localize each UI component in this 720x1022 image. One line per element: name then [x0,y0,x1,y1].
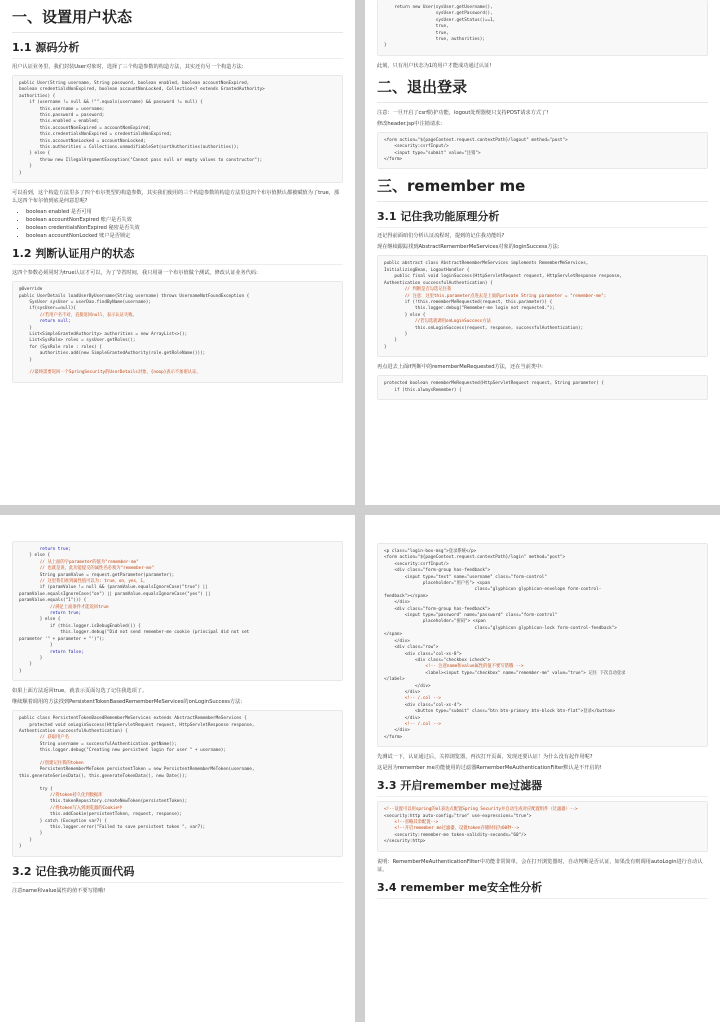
code-line: </div> [384,728,410,734]
code-block [377,255,708,357]
code-line: this.password = password; [19,113,105,119]
code-line: class="glyphicon glyphicon-envelope form-control- [384,587,602,593]
code-line: <div class="form-group has-feedback"> [384,568,491,574]
code-line: } [384,331,408,337]
code-line: </div> [384,715,421,721]
paragraph: 这是因为remember me功能使用的过滤器RememberMeAuthenticationFilter默认是不开启的! [377,765,602,772]
code-line: this.username = username; [19,106,105,112]
code-line: </div> [384,683,431,689]
code-line: } [19,170,22,176]
section-heading: 三、remember me [377,175,708,202]
subsection-heading: 1.1 源码分析 [12,39,343,59]
code-line: //若勾选就调用onLoginSuccess方法 [384,319,491,325]
code-block [377,543,708,747]
code-line: <!--开启remember me过滤器，设置token存储时间为60秒--> [384,826,520,832]
code-line: List<SysRole> roles = sysUser.getRoles(); [19,338,136,344]
code-line: <!-- /.col --> [384,721,441,727]
subsection-heading: 3.2 记住我功能页面代码 [12,863,343,883]
code-line: String paramValue = request.getParameter(parameter); [19,572,175,578]
code-line: <!--设置可以用spring的el表达式配置Spring Security并自动生成对应配置组件（过滤器）--> [384,807,578,813]
code-line: // 注意：这里this.parameter点进去是上面的private String parameter = "remember-me"; [384,293,607,299]
code-line: <label><input type="checkbox" name="remember-me" value="true"> 记住 下次自动登录 [384,670,626,676]
code-line: </form> [384,734,403,740]
code-line: try { [19,786,53,792]
subsection-heading: 3.1 记住我功能原理分析 [377,208,708,228]
subsection-heading: 3.3 开启remember me过滤器 [377,777,708,797]
code-line: boolean credentialsNonExpired, boolean accountNonLocked, Collection<? extends GrantedAuthority> [19,87,265,93]
code-block [12,281,343,383]
code-line: feedback"></span> [384,593,428,599]
document-page-4 [365,515,720,1022]
code-line: List<SimpleGrantedAuthority> authorities = new ArrayList<>(); [19,331,188,337]
paragraph: 注意：一旦开启了csrf防护功能，logout处理器便只支持POST请求方式了! [377,109,549,116]
code-line: // 判断是否勾选记住我 [384,287,452,293]
code-line: if (!this.rememberMeRequested(request, this.parameter)) { [384,299,553,305]
code-line: <button type="submit" class="btn btn-primary btn-block btn-flat">登录</button> [384,709,616,715]
code-line: <div class="form-group has-feedback"> [384,606,491,612]
code-line: } [19,164,32,170]
code-line: protected boolean rememberMeRequested(HttpServletRequest request, String parameter) { [384,381,604,387]
code-line: this.accountNonExpired = accountNonExpired; [19,125,151,131]
code-line: } else { [19,617,61,623]
code-line: this.tokenRepository.createNewToken(persistentToken); [19,799,188,805]
code-line: } [19,668,22,674]
code-line: this.accountNonLocked = accountNonLocked; [19,138,146,144]
paragraph: 用户认证业务里，我们封装User对象时，选择了三个构造参数的构造方法，其实还有另一个构造方法: [12,64,244,70]
code-line: paramValue.equalsIgnoreCase("on") || paramValue.equalsIgnoreCase("yes") || [19,591,211,597]
code-line: this.logger.debug("Creating new persistent login for user " + username); [19,748,226,754]
paragraph: 先测试一下，认证通过后，关掉浏览器，再次打开页面，发现还要认证！为什么没有起作用呢? [377,754,593,761]
subsection-heading: 3.4 remember me安全性分析 [377,879,708,899]
code-line: } else { [19,151,51,157]
code-line: this.authorities = Collections.unmodifiableSet(sortAuthorities(authorities)); [19,145,239,151]
code-line: } [384,43,387,49]
code-line: //最终需要返回一个SpringSecurity的UserDetails对象，{noop}表示不加密认证。 [19,370,201,376]
code-line: <div class="col-xs-4"> [384,702,462,708]
paragraph: 再点进去上面if判断中的rememberMeRequested方法，还在当前类中: [377,364,543,371]
code-line: public final void loginSuccess(HttpServletRequest request, HttpServletResponse response, [384,274,623,280]
paragraph: 可以看到，这个构造方法里多了四个布尔类型的构造参数，其实我们使用的三个构造参数的构造方法里这四个布尔值默认都被赋值为了true，那么这四个布尔值到底是何意思呢? [12,190,340,205]
code-block [377,801,708,851]
code-line: //创建记住我的token [19,760,84,766]
code-line: } [19,837,32,843]
code-block [377,375,708,400]
code-line: if (paramValue != null && (paramValue.equalsIgnoreCase("true") || [19,585,208,591]
code-line: placeholder="密码"> <span [384,619,486,625]
code-line: protected void onLoginSuccess(HttpServletRequest request, HttpServletResponse response, [19,722,255,728]
paragraph: 这四个参数必须同时为true认证才可以，为了节省时间，我只用第一个布尔值做个测试，修改认证业务代码: [12,270,258,277]
code-line: public abstract class AbstractRememberMeServices implements RememberMeServices, [384,261,589,267]
code-block [377,132,708,170]
code-line: <input type="password" name="password" class="form-control" [384,613,558,619]
code-line: return false; [19,649,84,655]
code-block [12,541,343,681]
list-item: • boolean credentialsNonExpired 秘密是否失效 [26,224,343,232]
section-heading: 一、设置用户状态 [12,6,343,33]
code-block [12,75,343,183]
code-line: PersistentRememberMeToken persistentToken = new PersistentRememberMeToken(username, [19,767,255,773]
code-line: this.addCookie(persistentToken, request, response); [19,812,182,818]
code-line: } [19,662,32,668]
code-line: sysUser.getStatus()==1, [384,17,496,23]
code-line: </label> [384,677,405,683]
paragraph: 如果上面方法返回true，就表示页面勾选了记住我选项了。 [12,688,148,695]
document-page-2 [365,0,720,505]
code-line: <!-- /.col --> [384,696,441,702]
list-item: • boolean accountNonLocked 账户是否锁定 [26,232,343,240]
code-line: } [19,325,32,331]
code-line: Authentication successfulAuthentication) { [19,728,128,734]
code-line: class="glyphicon glyphicon-lock form-control-feedback"> [384,625,617,631]
code-line: <form action="${pageContext.request.contextPath}/login" method="post"> [384,555,566,561]
code-line: //满足上面条件才能返回true [19,604,109,610]
code-line: } [19,643,53,649]
code-line: <security:http auto-config="true" use-expressions="true"> [384,813,532,819]
code-block [12,710,343,857]
code-line: } catch (Exception var7) { [19,818,107,824]
code-line: if (username != null && !"".equals(username) && password != null) { [19,100,203,106]
subsection-heading: 1.2 判断认证用户的状态 [12,245,343,265]
code-line: true, [384,30,449,36]
code-line: // 从上面的字parameter的值为"remember-me" [19,559,139,565]
code-line: placeholder="用户名"> <span [384,581,491,587]
code-line: return new User(sysUser.getUsername(), [384,5,493,10]
code-line: //将token写入到浏览器的Cookie中 [19,805,123,811]
code-line: // 这里我们看到属性值可以为: true，on，yes，1。 [19,579,148,585]
code-line: } [19,831,43,837]
code-line: this.enabled = enabled; [19,119,100,125]
code-line: this.generateSeriesData(), this.generateTokenData(), new Date()); [19,773,188,779]
code-line: } else { [384,312,426,318]
code-line: <input type="text" name="username" class="form-control" [384,574,547,580]
code-line: if(sysUser==null){ [19,306,76,312]
code-line: </security:http> [384,839,426,845]
code-line: //将token持久化到数据库 [19,792,103,798]
code-line: <div class="col-xs-8"> [384,651,462,657]
code-line: parameter '" + parameter + "')"); [19,636,105,642]
code-line: paramValue.equals("1"))) { [19,598,87,604]
code-line: <!--省略其余配置--> [384,820,439,825]
code-line: } [384,344,387,350]
paragraph: 现在继续跟踪找到AbstractRememberMeServices对象的loginSuccess方法: [377,244,560,251]
code-line: this.credentialsNonExpired = credentialsNonExpired; [19,132,172,138]
code-line: true, authorities); [384,37,485,43]
code-line: String username = successfulAuthentication.getName(); [19,741,177,747]
paragraph: 说明：RememberMeAuthenticationFilter中功能非常简单，会在打开浏览器时，自动判断是否认证，如果没有则调用autoLogin进行自动认证。 [377,858,703,873]
code-line: sysUser.getPassword(), [384,11,493,17]
code-line: this.logger.debug("Remember-me login not requested."); [384,306,555,312]
code-line: SysUser sysUser = userDao.findByName(username); [19,299,151,305]
code-line: InitializingBean, LogoutHandler { [384,267,470,273]
code-line: return true; [19,611,82,617]
paragraph: 此刻，只有用户状态为1的用户才能成功通过认证! [377,62,492,69]
code-line: this.logger.debug("Did not send remember-me cookie (principal did not set [19,630,250,636]
code-line: } [19,844,22,850]
document-page-3 [0,515,355,1022]
code-line: @Override [19,287,43,293]
code-line: </div> [384,638,410,644]
code-line: </div> [384,689,421,695]
code-line: authorities) { [19,93,56,99]
code-line: // 获取用户名 [19,735,69,741]
code-line: } [19,655,43,661]
code-line: <p class="login-box-msg">登录系统</p> [384,549,477,554]
code-line: // 也就是说，此功能提交的属性名必须为"remember-me" [19,566,155,572]
paragraph: 注意name和value属性的值不要写错哦! [12,887,106,894]
code-line: this.logger.error("Failed to save persistent token ", var7); [19,825,206,830]
code-line: <security:csrfInput/> [384,144,449,150]
code-line: return null; [19,319,71,325]
code-line: <!-- 注意name和value属性的值不要写错哦 --> [384,664,524,670]
paragraph: 修改header.jsp中注销请求: [377,120,442,127]
code-line: return true; [19,547,71,552]
bullet-list [12,208,343,240]
code-line: </span> [384,632,403,638]
code-line: </form> [384,157,403,163]
code-line: throw new IllegalArgumentException("Cannot pass null or empty values to constructor"); [19,157,263,163]
code-line: } else { [19,553,51,559]
code-line: //若用户名不对，直接返回null，表示认证失败。 [19,312,137,318]
code-line: <security:csrfInput/> [384,561,449,567]
code-line: <input type="submit" value="注销"> [384,150,481,156]
code-line: if (this.logger.isDebugEnabled()) { [19,623,141,629]
code-line: <security:remember-me token-validity-seconds="60"/> [384,832,527,838]
paragraph: 还记得前面咱们分析认证流程时，提到的记住我功能吗? [377,233,505,240]
code-line: public UserDetails loadUserByUsername(String username) throws UsernameNotFoundException { [19,293,250,299]
code-line: if (this.alwaysRemember) { [384,387,462,393]
code-line: <div class="row"> [384,645,439,651]
code-line: public User(String username, String password, boolean enabled, boolean accountNonExpired, [19,81,250,86]
code-line: for (SysRole role : roles) { [19,344,102,350]
code-line: this.onLoginSuccess(request, response, successfulAuthentication); [384,325,584,331]
list-item: • boolean accountNonExpired 账户是否失效 [26,216,343,224]
code-line: Authentication successfulAuthentication) { [384,280,493,286]
code-line: authorities.add(new SimpleGrantedAuthority(role.getRoleName())); [19,351,206,357]
code-line: public class PersistentTokenBasedRememberMeServices extends AbstractRememberMeServices { [19,716,247,722]
code-line: <div class="checkbox icheck"> [384,657,491,663]
code-line: } [384,338,397,344]
code-line: } [19,357,32,363]
code-line: true, [384,24,449,30]
code-block [377,0,708,56]
list-item: • boolean enabled 是否可用 [26,208,343,216]
paragraph: 继续顺着调用的方法找到PersistentTokenBasedRememberMeServices的onLoginSuccess方法: [12,699,243,706]
code-line: </div> [384,600,410,606]
code-line: <form action="${pageContext.request.contextPath}/logout" method="post"> [384,137,568,143]
section-heading: 二、退出登录 [377,76,708,103]
document-page-1 [0,0,355,505]
